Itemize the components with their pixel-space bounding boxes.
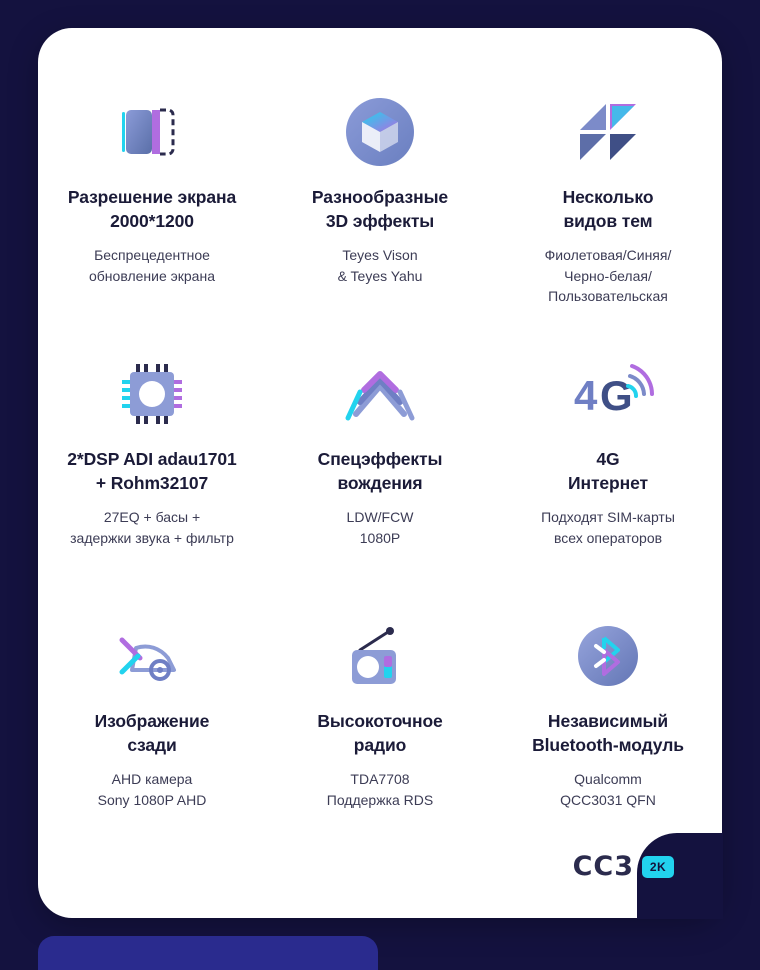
feature-item-4g-internet [494, 336, 722, 598]
screen-resolution-icon [48, 80, 256, 184]
feature-title: Спецэффекты вождения [317, 449, 443, 493]
feature-item-screen-resolution [38, 74, 266, 336]
feature-item-3d-effects [266, 74, 494, 336]
product-logo [573, 851, 674, 882]
rear-camera-icon [48, 604, 256, 708]
feature-item-driving-effects [266, 336, 494, 598]
feature-card [38, 28, 722, 918]
feature-subtitle: Подходят SIM-карты всех операторов [541, 509, 675, 546]
feature-item-radio [266, 598, 494, 860]
feature-grid [38, 74, 722, 860]
feature-title: Независимый Bluetooth-модуль [532, 711, 684, 755]
bottom-strip [38, 936, 378, 970]
feature-subtitle: TDA7708 Поддержка RDS [326, 771, 434, 808]
themes-icon [504, 80, 712, 184]
feature-subtitle: Фиолетовая/Синяя/ Черно-белая/ Пользовательская [544, 247, 672, 304]
feature-item-bluetooth [494, 598, 722, 860]
feature-subtitle: LDW/FCW 1080P [346, 509, 414, 546]
feature-title: Несколько видов тем [562, 187, 654, 231]
feature-item-themes [494, 74, 722, 336]
bluetooth-icon [504, 604, 712, 708]
logo-text: CC3 [572, 851, 634, 882]
feature-subtitle: Беспрецедентное обновление экрана [89, 247, 215, 284]
feature-title: Разнообразные 3D эффекты [311, 187, 449, 231]
feature-subtitle: Teyes Vison & Teyes Yahu [337, 247, 423, 284]
dsp-chip-icon [48, 342, 256, 446]
feature-subtitle: Qualcomm QCC3031 QFN [560, 771, 656, 808]
svg-text:4: 4 [574, 372, 598, 419]
driving-effects-icon [276, 342, 484, 446]
feature-title: 4G Интернет [568, 449, 648, 493]
feature-title: Изображение сзади [94, 711, 210, 755]
feature-title: 2*DSP ADI adau1701 + Rohm32107 [67, 449, 237, 493]
feature-title: Разрешение экрана 2000*1200 [67, 187, 237, 231]
feature-subtitle: 27EQ + басы + задержки звука + фильтр [70, 509, 234, 546]
radio-icon [276, 604, 484, 708]
logo-badge-2k: 2K [642, 856, 674, 878]
feature-item-rear-camera [38, 598, 266, 860]
feature-subtitle: AHD камера Sony 1080P AHD [97, 771, 207, 808]
svg-text:G: G [600, 372, 633, 419]
4g-internet-icon [504, 342, 712, 446]
cube-3d-effects-icon [276, 80, 484, 184]
feature-title: Высокоточное радио [317, 711, 443, 755]
feature-item-dsp [38, 336, 266, 598]
